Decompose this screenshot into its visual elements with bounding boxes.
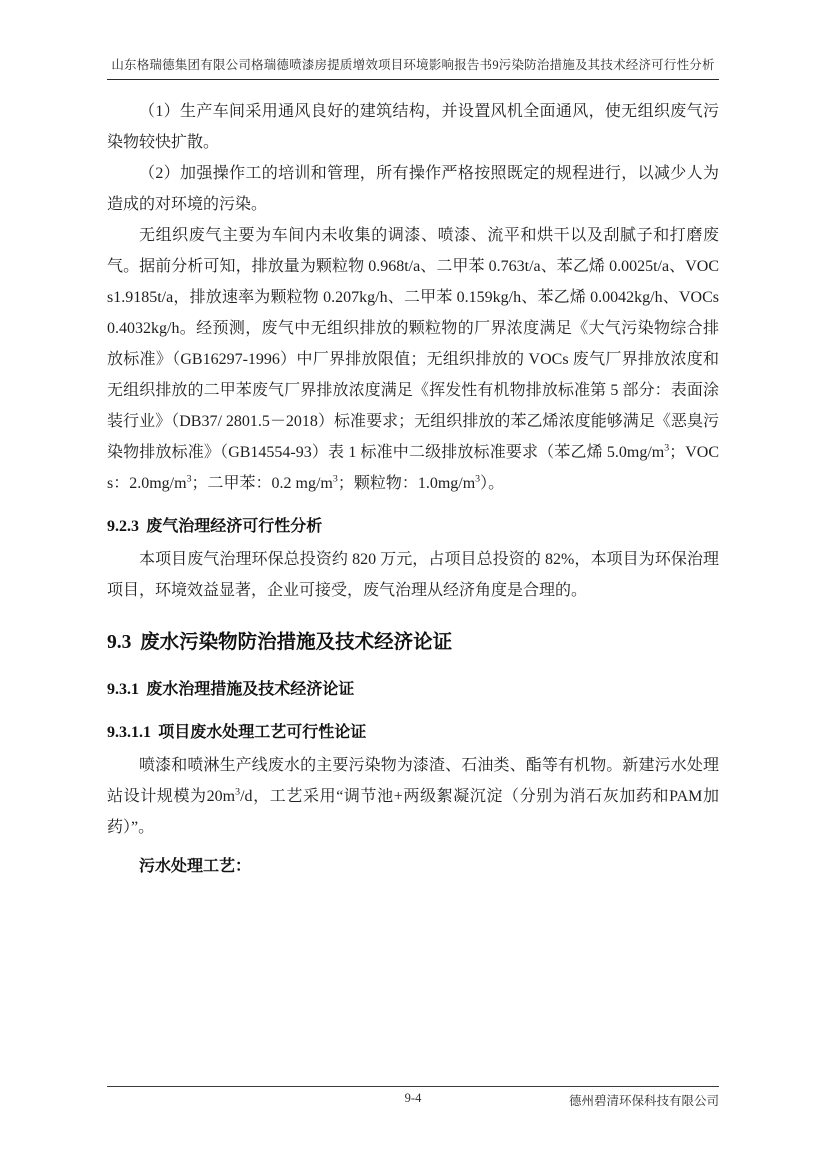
header-title: 山东格瑞德集团有限公司格瑞德喷漆房提质增效项目环境影响报告书9污染防治措施及其技术经济可行性分析 [107,55,719,80]
page-footer [107,1086,719,1111]
heading-9-3-1 [107,676,719,699]
document-body [107,96,719,882]
footer-company: 德州碧清环保科技有限公司 [568,1094,719,1108]
paragraph-wastewater: 喷漆和喷淋生产线废水的主要污染物为漆渣、石油类、酯等有机物。新建污水处理站设计规模为$20m^3/d$，工艺采用“调节池+两级絮凝沉淀（分别为消石灰加药和PAM加药）”。 [107,757,719,836]
heading-9-3 [107,626,719,654]
heading-9-3-1-1 [107,719,719,742]
label-sewage-process: 污水处理工艺： [139,858,252,875]
heading-number: 9.2.3 [107,518,139,535]
heading-text: 废水治理措施及技术经济论证 [146,681,355,698]
paragraph-fugitive-emission: 无组织废气主要为车间内未收集的调漆、喷漆、流平和烘干以及刮腻子和打磨废气。据前分析可知，排放量为颗粒物 0.968t/a、二甲苯 0.763t/a、苯乙烯 0.0025t/a、VOCs1.9185t/a，排放速率为颗粒物 0.207kg/h、二甲苯 0.159kg/h、苯乙烯 0.0042kg/h、VOCs0.4032kg/h。经预测，废气中无组织排放的颗粒物的厂界浓度满足《大气污染物综合排放标准》（GB16297-1996）中厂界排放限值；无组织排放的 VOCs 废气厂界排放浓度和无组织排放的二甲苯废气厂界排放浓度满足《挥发性有机物排放标准第 5 部分：表面涂装行业》（DB37/ 2801.5－2018）标准要求；无组织排放的苯乙烯浓度能够满足《恶臭污染物排放标准》（GB14554-93）表 1 标准中二级排放标准要求（苯乙烯 $5.0mg/m^3$；VOCs：$2.0mg/m^3$；二甲苯：0.2 $mg/m^3$；颗粒物：$1.0mg/m^3$）。 [107,227,719,492]
page-number: 9-4 [404,1091,422,1105]
page-content [107,0,719,882]
heading-number: 9.3.1 [107,681,139,698]
heading-text: 项目废水处理工艺可行性论证 [158,724,367,741]
heading-text: 废气治理经济可行性分析 [146,518,323,535]
heading-text: 废水污染物防治措施及技术经济论证 [140,632,453,653]
heading-number: 9.3.1.1 [107,724,151,741]
paragraph-measure-2: （2）加强操作工的培训和管理，所有操作严格按照既定的规程进行，以减少人为造成的对环境的污染。 [107,165,719,213]
page-header [107,0,719,80]
heading-number: 9.3 [107,632,132,653]
heading-9-2-3 [107,513,719,536]
paragraph-measure-1: （1）生产车间采用通风良好的建筑结构，并设置风机全面通风，使无组织废气污染物较快扩散。 [107,103,719,151]
paragraph-economic: 本项目废气治理环保总投资约 820 万元，占项目总投资的 82%，本项目为环保治理项目，环境效益显著，企业可接受，废气治理从经济角度是合理的。 [107,551,719,599]
